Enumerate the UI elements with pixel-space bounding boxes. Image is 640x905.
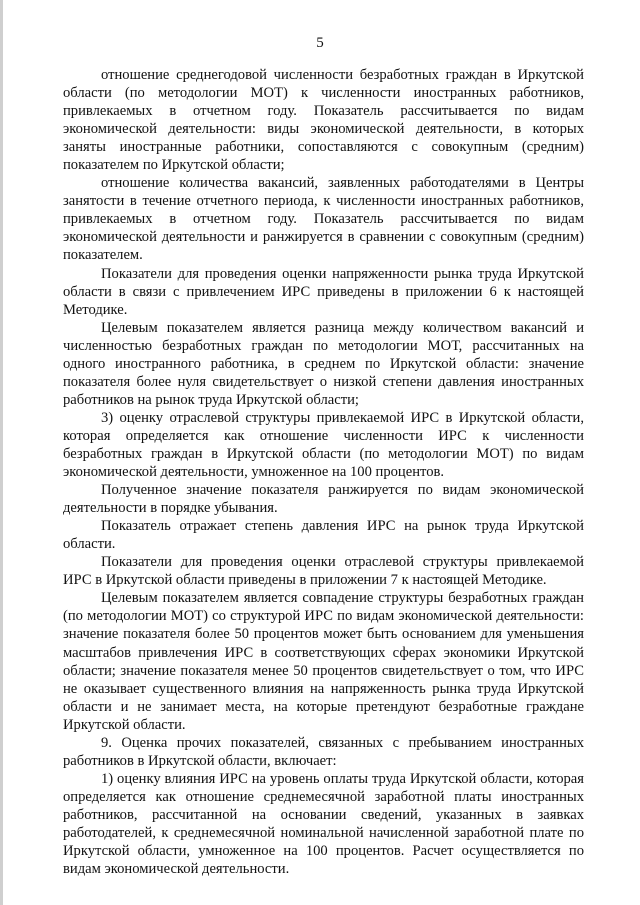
scan-edge xyxy=(0,0,3,905)
paragraph-unemployed-ratio: отношение среднегодовой численности безработных граждан в Иркутской области (по методологии МОТ) к численности иностранных работников, привлекаемых в отчетном году. Показатель рассчитывается по видам экономической деятельности: виды экономической деятельности, в которых заняты иностранные работники, сопоставляются с совокупным (средним) показателем по Иркутской области; xyxy=(63,67,584,174)
paragraph-wage-impact: 1) оценку влияния ИРС на уровень оплаты труда Иркутской области, которая определяется как отношение среднемесячной заработной платы иностранных работников, рассчитанной на основании сведений, указанных в заявках работодателей, к среднемесячной номинальной начисленной заработной плате по Иркутской области, умноженное на 100 процентов. Расчет осуществляется по видам экономической деятельности. xyxy=(63,770,584,878)
page-number: 5 xyxy=(316,35,324,51)
paragraph-tension-indicators: Показатели для проведения оценки напряженности рынка труда Иркутской области в связи с привлечением ИРС приведены в приложении 6 к настоящей Методике. xyxy=(63,265,584,318)
paragraph-target-difference: Целевым показателем является разница между количеством вакансий и численностью безработных граждан по методологии МОТ, рассчитанных на одного иностранного работника, в среднем по Иркутской области: значение показателя более нуля свидетельствует о низкой степени давления иностранных работников на рынок труда Иркутской области; xyxy=(63,319,584,408)
paragraph-pressure: Показатель отражает степень давления ИРС на рынок труда Иркутской области. xyxy=(63,518,584,553)
paragraph-structure-indicators: Показатели для проведения оценки отраслевой структуры привлекаемой ИРС в Иркутской области приведены в приложении 7 к настоящей Методике. xyxy=(63,554,584,589)
paragraph-other-indicators: 9. Оценка прочих показателей, связанных с пребыванием иностранных работников в Иркутской области, включает: xyxy=(63,734,584,769)
paragraph-target-match: Целевым показателем является совпадение структуры безработных граждан (по методологии МОТ) со структурой ИРС по видам экономической деятельности: значение показателя более 50 процентов может быть основанием для уменьшения масштабов привлечения ИРС в соответствующих сферах экономики Иркутской области; значение показателя менее 50 процентов свидетельствует о том, что ИРС не оказывает существенного влияния на напряженность рынка труда Иркутской области и не занимает места, на которые претендуют безработные граждане Иркутской области. xyxy=(63,590,584,733)
paragraph-ranking: Полученное значение показателя ранжируется по видам экономической деятельности в порядке убывания. xyxy=(63,482,584,517)
document-body xyxy=(63,66,584,878)
paragraph-sector-structure: 3) оценку отраслевой структуры привлекаемой ИРС в Иркутской области, которая определяется как отношение численности ИРС к численности безработных граждан в Иркутской области (по методологии МОТ) по видам экономической деятельности, умноженное на 100 процентов. xyxy=(63,409,584,481)
paragraph-vacancies-ratio: отношение количества вакансий, заявленных работодателями в Центры занятости в течение отчетного периода, к численности иностранных работников, привлекаемых в отчетном году. Показатель рассчитывается по видам экономической деятельности и ранжируется в сравнении с совокупным (средним) показателем. xyxy=(63,175,584,264)
